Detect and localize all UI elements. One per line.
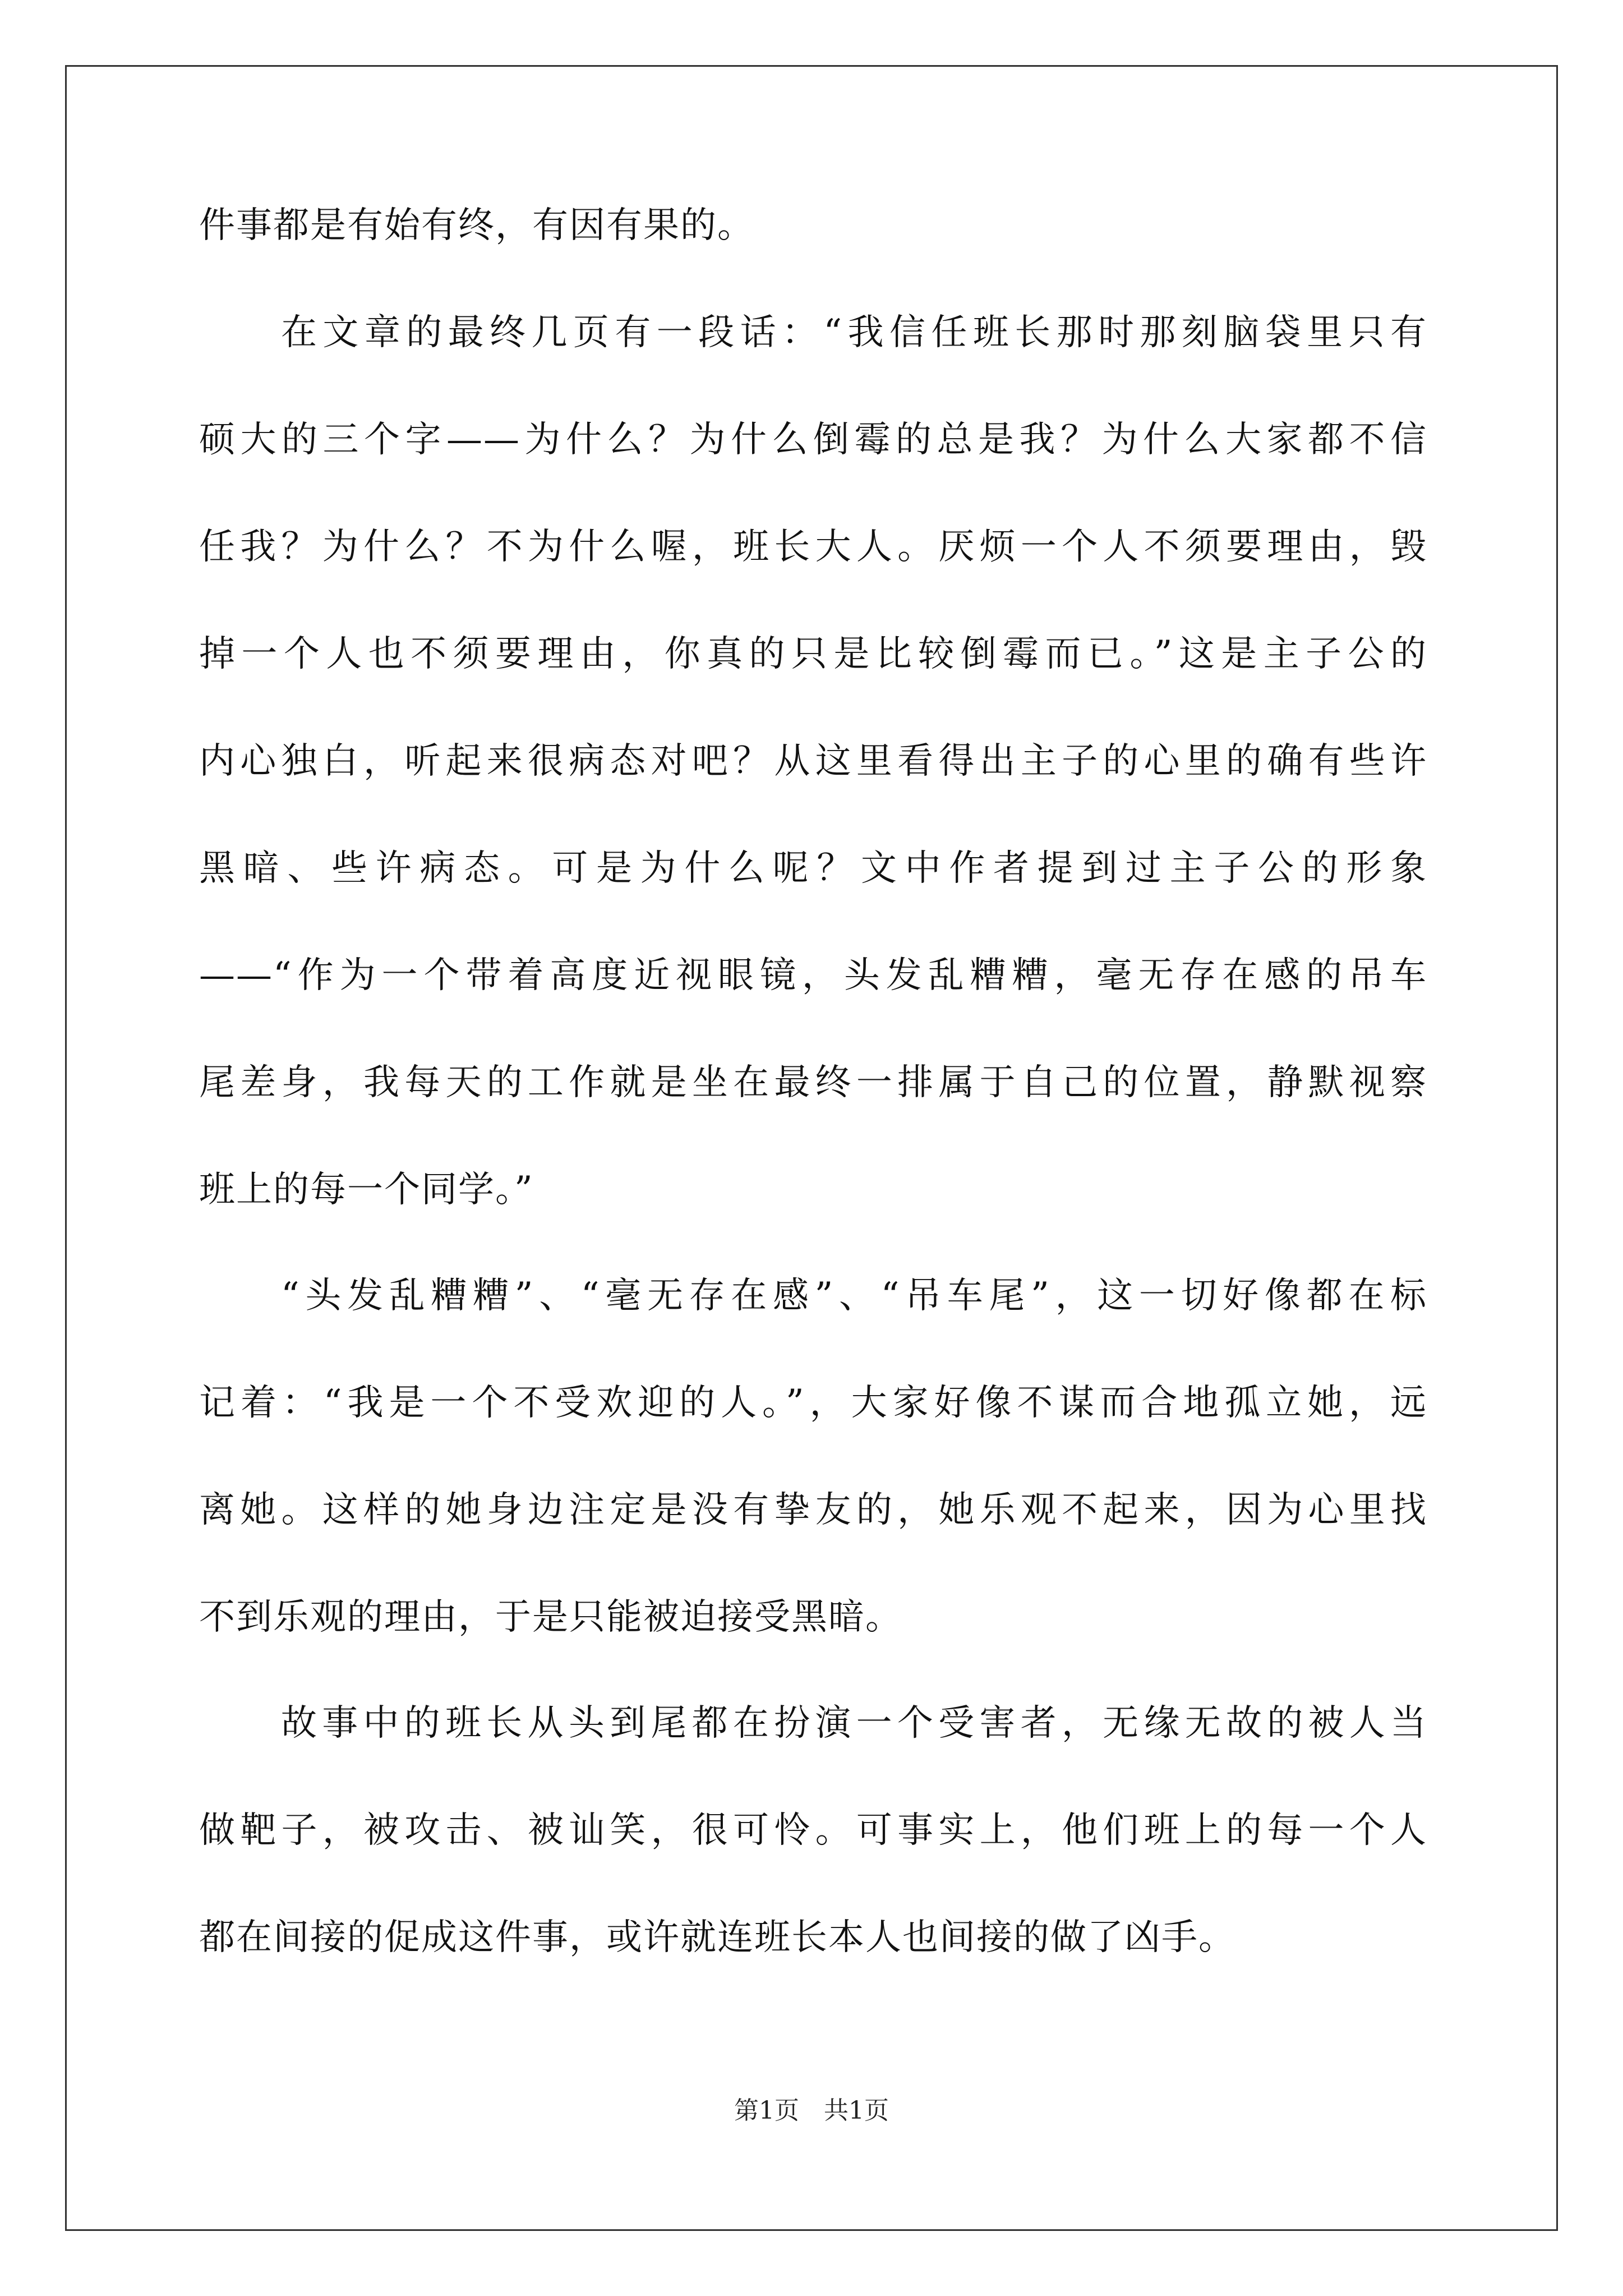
paragraph-line-6: 内心独白，听起来很病态对吧？从这里看得出主子的心里的确有些许 [199, 740, 1427, 782]
page-footer: 第1页 共1页 [734, 2096, 889, 2125]
paragraph-line-13: 离她。这样的她身边注定是没有挚友的，她乐观不起来，因为心里找 [199, 1489, 1427, 1531]
paragraph-line-17: 都在间接的促成这件事，或许就连班长本人也间接的做了凶手。 [199, 1917, 1235, 1958]
paragraph-line-12: 记着：“我是一个不受欢迎的人。”，大家好像不谋而合地孤立她，远 [199, 1382, 1427, 1424]
paragraph-line-9: 尾差身，我每天的工作就是坐在最终一排属于自己的位置，静默视察 [199, 1062, 1427, 1103]
paragraph-line-1: 件事都是有始有终，有因有果的。 [199, 205, 754, 246]
paragraph-line-5: 掉一个人也不须要理由，你真的只是比较倒霉而已。”这是主子公的 [199, 633, 1427, 675]
paragraph-line-15: 故事中的班长从头到尾都在扮演一个受害者，无缘无故的被人当 [281, 1703, 1427, 1744]
paragraph-line-14: 不到乐观的理由，于是只能被迫接受黑暗。 [199, 1596, 902, 1638]
document-body [199, 205, 1427, 2027]
paragraph-line-3: 硕大的三个字——为什么？为什么倒霉的总是我？为什么大家都不信 [199, 419, 1427, 461]
paragraph-line-16: 做靶子，被攻击、被讪笑，很可怜。可事实上，他们班上的每一个人 [199, 1810, 1427, 1851]
paragraph-line-8: ——“作为一个带着高度近视眼镜，头发乱糟糟，毫无存在感的吊车 [199, 955, 1427, 996]
paragraph-line-11: “头发乱糟糟”、“毫无存在感”、“吊车尾”，这一切好像都在标 [281, 1275, 1427, 1317]
paragraph-line-7: 黑暗、些许病态。可是为什么呢？文中作者提到过主子公的形象 [199, 848, 1427, 889]
paragraph-line-4: 任我？为什么？不为什么喔，班长大人。厌烦一个人不须要理由，毁 [199, 526, 1427, 568]
paragraph-line-10: 班上的每一个同学。” [199, 1169, 534, 1211]
paragraph-line-2: 在文章的最终几页有一段话：“我信任班长那时那刻脑袋里只有 [281, 312, 1427, 353]
